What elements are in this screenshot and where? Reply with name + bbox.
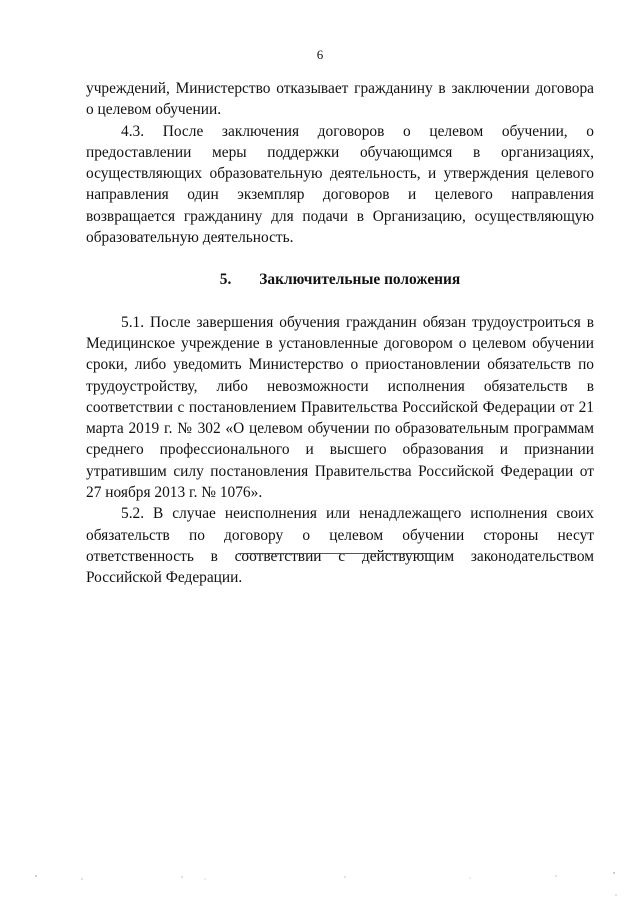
section-number: 5. <box>219 271 232 289</box>
paragraph-5-2: 5.2. В случае неисполнения или ненадлежащего исполнения своих обязательств по договору о целевом обучении стороны несут ответственность в соответствии с действующим законодательством Российской Федерации. <box>86 505 594 587</box>
paragraph-4-3: 4.3. После заключения договоров о целевом обучении, о предоставлении меры поддержки обучающимся в организациях, осуществляющих образовательную деятельность, и утверждения целевого направления один экземпляр договоров и целевого направления возвращается гражданину для подачи в Организацию, осуществляющую образовательную деятельность. <box>86 122 594 247</box>
end-of-document-rule <box>238 553 436 554</box>
paragraph-continuation: учреждений, Министерство отказывает гражданину в заключении договора о целевом обучении. <box>86 80 594 119</box>
section-title: Заключительные положения <box>259 271 461 289</box>
section-heading <box>86 269 594 290</box>
page-number: 6 <box>316 47 324 62</box>
document-body <box>86 78 594 589</box>
paragraph-5-1: 5.1. После завершения обучения гражданин обязан трудоустроиться в Медицинское учреждение в установленные договором о целевом обучении сроки, либо уведомить Министерство о приостановлении обязательств по трудоустройству, либо невозможности исполнения обязательств в соответствии с постановлением Правительства Российской Федерации от 21 марта 2019 г. № 302 «О целевом обучении по образовательным программам среднего профессионального и высшего образования и признании утратившим силу постановления Правительства Российской Федерации от 27 ноября 2013 г. № 1076». <box>86 313 594 502</box>
